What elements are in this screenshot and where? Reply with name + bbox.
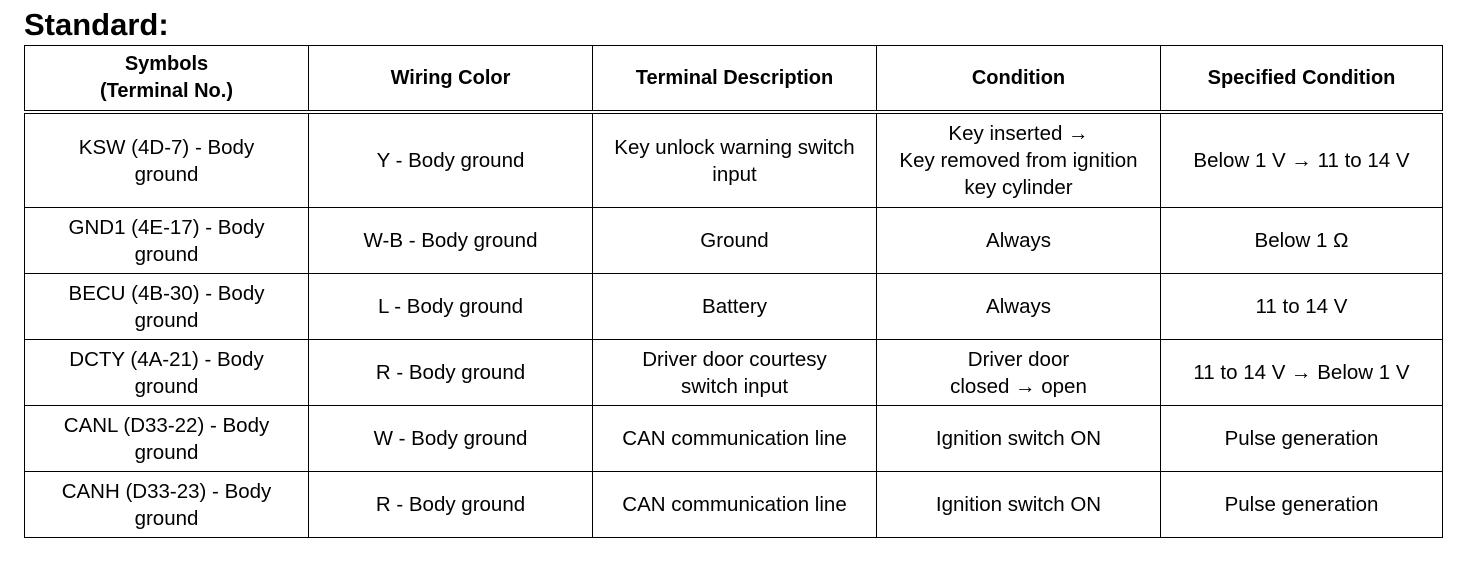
condition-cell: Ignition switch ON — [877, 472, 1161, 538]
symbol-cell — [25, 208, 309, 274]
symbol-cell — [25, 472, 309, 538]
condition-line1: Driver door — [967, 347, 1070, 371]
symbol-line2: ground — [134, 506, 199, 530]
symbol-line1: CANH (D33-23) - Body — [61, 479, 272, 503]
symbol-line1: CANL (D33-22) - Body — [63, 413, 270, 437]
condition-line1: Key inserted → — [948, 122, 1089, 145]
table-header — [25, 46, 1443, 113]
header-wiring-color: Wiring Color — [309, 46, 593, 113]
terminal-description-cell: Ground — [593, 208, 877, 274]
table-body — [25, 112, 1443, 538]
symbol-line1: BECU (4B-30) - Body — [68, 281, 265, 305]
description-line1: Key unlock warning switch — [614, 135, 855, 159]
condition-cell — [877, 112, 1161, 208]
condition-line2: Key removed from ignition — [899, 149, 1138, 172]
terminal-description-cell: CAN communication line — [593, 406, 877, 472]
symbol-line2: ground — [134, 242, 199, 266]
specified-condition-cell: 11 to 14 V — [1161, 274, 1443, 340]
page-title: Standard: — [24, 7, 169, 42]
wiring-color-cell: W - Body ground — [309, 406, 593, 472]
wiring-color-cell: R - Body ground — [309, 340, 593, 406]
header-row — [25, 46, 1443, 113]
specified-condition-cell: 11 to 14 V → Below 1 V — [1161, 340, 1443, 406]
symbol-line2: ground — [134, 162, 199, 186]
symbol-cell — [25, 406, 309, 472]
symbol-line2: ground — [134, 440, 199, 464]
terminal-description-cell — [593, 340, 877, 406]
description-line1: Driver door courtesy — [642, 347, 827, 371]
symbol-line1: KSW (4D-7) - Body — [78, 135, 255, 159]
table-row — [25, 208, 1443, 274]
symbol-line2: ground — [134, 374, 199, 398]
symbol-line1: GND1 (4E-17) - Body — [68, 215, 265, 239]
table-row — [25, 112, 1443, 208]
symbol-line1: DCTY (4A-21) - Body — [69, 347, 264, 371]
header-terminal-description: Terminal Description — [593, 46, 877, 113]
description-line2: input — [712, 162, 757, 186]
specified-condition-cell: Below 1 V → 11 to 14 V — [1161, 112, 1443, 208]
condition-line3: key cylinder — [964, 176, 1073, 199]
condition-cell: Always — [877, 208, 1161, 274]
condition-cell: Always — [877, 274, 1161, 340]
condition-cell: Ignition switch ON — [877, 406, 1161, 472]
table-row — [25, 274, 1443, 340]
terminal-description-cell: CAN communication line — [593, 472, 877, 538]
table-row — [25, 406, 1443, 472]
wiring-color-cell: L - Body ground — [309, 274, 593, 340]
wiring-color-cell: W-B - Body ground — [309, 208, 593, 274]
condition-cell — [877, 340, 1161, 406]
specified-condition-cell: Pulse generation — [1161, 472, 1443, 538]
specified-condition-cell: Pulse generation — [1161, 406, 1443, 472]
terminal-standard-table — [24, 45, 1443, 538]
header-specified-condition: Specified Condition — [1161, 46, 1443, 113]
symbol-cell — [25, 274, 309, 340]
table-row — [25, 472, 1443, 538]
wiring-color-cell: Y - Body ground — [309, 112, 593, 208]
wiring-color-cell: R - Body ground — [309, 472, 593, 538]
description-line2: switch input — [680, 374, 789, 398]
terminal-description-cell — [593, 112, 877, 208]
header-symbols-line1: Symbols — [124, 53, 209, 75]
symbol-line2: ground — [134, 308, 199, 332]
condition-line2: closed → open — [950, 374, 1087, 398]
header-symbols — [25, 46, 309, 113]
terminal-description-cell: Battery — [593, 274, 877, 340]
header-symbols-line2: (Terminal No.) — [100, 80, 233, 102]
symbol-cell — [25, 340, 309, 406]
table-row — [25, 340, 1443, 406]
specified-condition-cell: Below 1 Ω — [1161, 208, 1443, 274]
header-condition: Condition — [877, 46, 1161, 113]
symbol-cell — [25, 112, 309, 208]
